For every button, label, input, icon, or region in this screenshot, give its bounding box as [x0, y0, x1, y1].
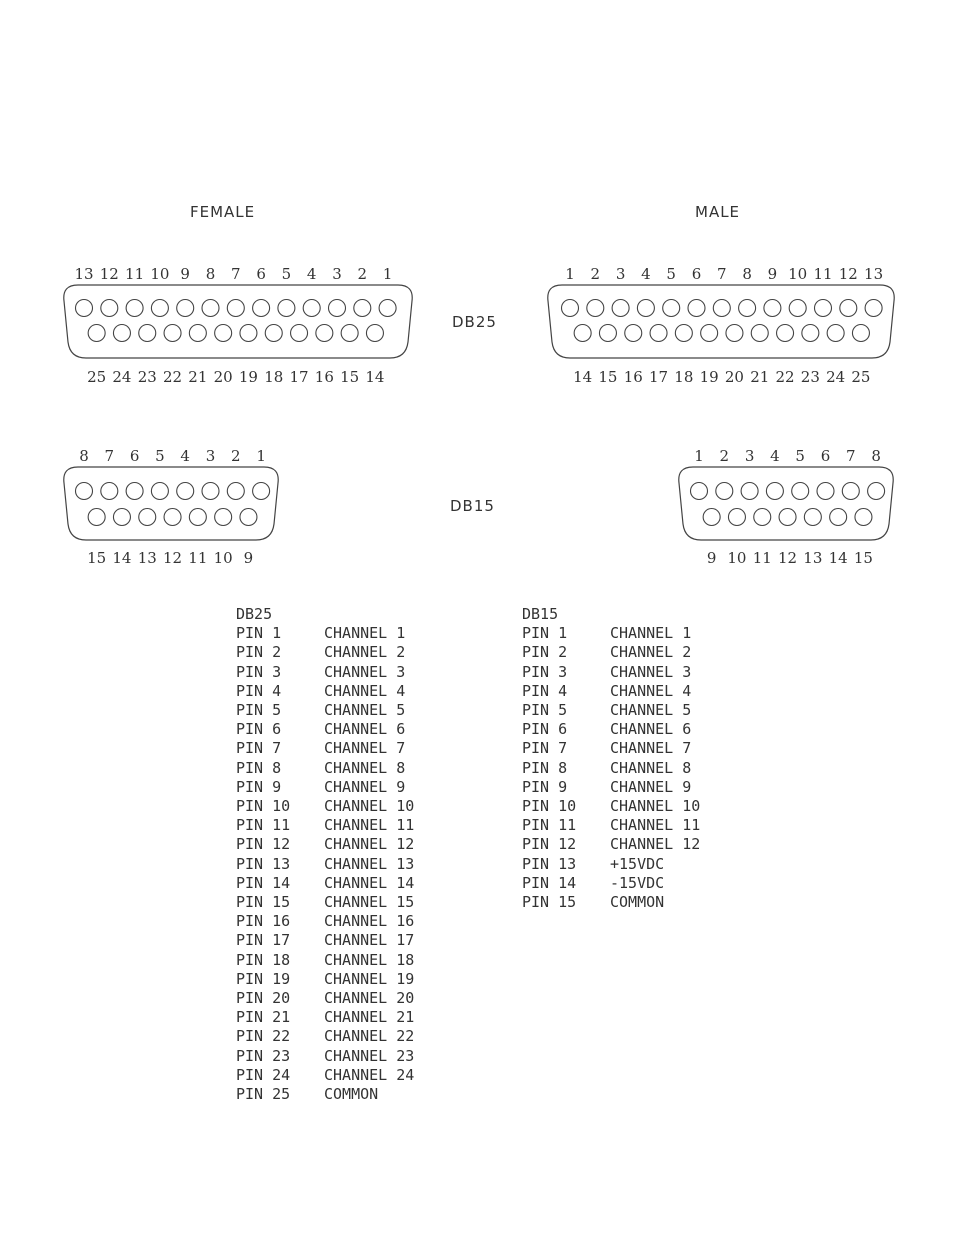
pinout-row: [236, 816, 414, 835]
pin-hole: [777, 325, 794, 342]
pin-number-label: 7: [231, 265, 241, 283]
pin-signal: CHANNEL 6: [610, 720, 692, 739]
pinout-row: [236, 1066, 414, 1085]
pin-hole: [804, 509, 821, 526]
pin-signal: +15VDC: [610, 854, 665, 873]
pin-hole: [726, 325, 743, 342]
pin-hole: [754, 509, 771, 526]
pinout-row: [522, 816, 700, 835]
pinout-row: [522, 663, 700, 682]
pin-hole: [227, 483, 244, 500]
pin-number-label: 24: [112, 368, 132, 386]
pin-number-label: 23: [137, 368, 157, 386]
pin-number-label: 2: [590, 265, 601, 283]
pin-number: PIN 11: [522, 816, 577, 835]
female-label: FEMALE: [190, 203, 256, 221]
pin-number-label: 5: [795, 447, 805, 465]
pinout-row: [236, 778, 414, 797]
pin-hole: [868, 483, 885, 500]
pin-signal: CHANNEL 19: [324, 969, 415, 988]
pin-hole: [164, 325, 181, 342]
pin-number-label: 14: [112, 549, 132, 567]
pin-number-label: 18: [264, 368, 284, 386]
pin-signal: CHANNEL 20: [324, 989, 415, 1008]
pin-hole: [177, 300, 194, 317]
pin-number-label: 9: [243, 549, 254, 567]
pin-number: PIN 18: [236, 950, 291, 969]
pin-number-label: 6: [256, 265, 266, 283]
pin-signal: COMMON: [324, 1085, 379, 1104]
pinout-row: [236, 1008, 414, 1027]
pin-number-label: 3: [332, 265, 342, 283]
pin-number: PIN 3: [522, 662, 568, 681]
pin-hole: [240, 325, 257, 342]
pin-signal: CHANNEL 13: [324, 854, 415, 873]
pin-number: PIN 11: [236, 816, 291, 835]
pinout-row: [236, 682, 414, 701]
pin-number-label: 10: [788, 265, 808, 283]
pin-number-label: 2: [719, 447, 730, 465]
pin-hole: [341, 325, 358, 342]
pinout-row: [236, 1085, 414, 1104]
pin-hole: [215, 325, 232, 342]
pin-number-label: 7: [104, 447, 115, 465]
db25-label: DB25: [452, 313, 497, 331]
pin-hole: [612, 300, 629, 317]
pin-number: PIN 8: [236, 758, 282, 777]
pin-hole: [278, 300, 295, 317]
pinout-row: [236, 1027, 414, 1046]
pin-hole: [675, 325, 692, 342]
pin-hole: [562, 300, 579, 317]
pinout-row: [522, 682, 700, 701]
pinout-row: [522, 720, 700, 739]
pin-hole: [625, 325, 642, 342]
pin-number-label: 6: [691, 265, 702, 283]
pin-number: PIN 14: [236, 873, 291, 892]
pin-number-label: 25: [851, 368, 871, 386]
pin-number: PIN 12: [522, 835, 577, 854]
db25-table-title: DB25: [236, 605, 273, 623]
pin-hole: [379, 300, 396, 317]
pin-number-label: 4: [641, 265, 651, 283]
pinout-row: [522, 739, 700, 758]
pin-hole: [151, 300, 168, 317]
pin-hole: [779, 509, 796, 526]
db15-table-title: DB15: [522, 605, 559, 623]
connector-shell: [548, 285, 894, 358]
pin-number-label: 23: [800, 368, 820, 386]
pin-number-label: 12: [838, 265, 858, 283]
pin-hole: [650, 325, 667, 342]
pin-number-label: 14: [573, 368, 593, 386]
pin-signal: CHANNEL 1: [610, 624, 692, 643]
pin-number-label: 8: [79, 447, 89, 465]
pin-hole: [688, 300, 705, 317]
pin-hole: [728, 509, 745, 526]
pinout-row: [236, 663, 414, 682]
pin-number-label: 15: [598, 368, 618, 386]
pin-signal: CHANNEL 4: [610, 681, 692, 700]
pinout-row: [236, 912, 414, 931]
pin-hole: [739, 300, 756, 317]
pinout-row: [236, 951, 414, 970]
pin-number: PIN 10: [236, 797, 291, 816]
pin-hole: [741, 483, 758, 500]
pin-number: PIN 7: [236, 739, 282, 758]
pinout-row: [236, 739, 414, 758]
pinout-row: [522, 797, 700, 816]
pin-number-label: 13: [864, 265, 884, 283]
pin-number-label: 2: [357, 265, 368, 283]
pinout-row: [236, 835, 414, 854]
pin-number-label: 14: [365, 368, 385, 386]
pin-hole: [574, 325, 591, 342]
pin-number: PIN 14: [522, 873, 577, 892]
pinout-row: [236, 855, 414, 874]
pin-number-label: 1: [382, 265, 393, 283]
pin-number-label: 15: [853, 549, 873, 567]
pin-hole: [663, 300, 680, 317]
connector-shell: [64, 285, 412, 358]
pinout-row: [236, 624, 414, 643]
pin-hole: [329, 300, 346, 317]
pin-number: PIN 9: [522, 777, 568, 796]
db15-pinout-table: [522, 605, 700, 912]
pin-number-label: 17: [649, 368, 669, 386]
pin-number-label: 11: [752, 549, 772, 567]
pinout-row: [236, 797, 414, 816]
pin-number-label: 20: [724, 368, 744, 386]
pin-hole: [265, 325, 282, 342]
pin-signal: CHANNEL 3: [610, 662, 692, 681]
pin-hole: [587, 300, 604, 317]
pin-hole: [151, 483, 168, 500]
pin-hole: [354, 300, 371, 317]
pin-number-label: 5: [281, 265, 292, 283]
pin-number: PIN 22: [236, 1027, 291, 1046]
pinout-row: [522, 624, 700, 643]
pin-signal: CHANNEL 10: [324, 797, 415, 816]
pin-number: PIN 5: [236, 701, 282, 720]
pin-number-label: 16: [623, 368, 643, 386]
pin-number-label: 20: [213, 368, 233, 386]
pin-hole: [253, 483, 270, 500]
pinout-row: [236, 1047, 414, 1066]
pin-hole: [316, 325, 333, 342]
pin-hole: [240, 509, 257, 526]
pin-number-label: 10: [213, 549, 233, 567]
pin-hole: [76, 300, 93, 317]
pin-hole: [703, 509, 720, 526]
pin-signal: CHANNEL 3: [324, 662, 406, 681]
pin-number-label: 13: [803, 549, 823, 567]
pin-number-label: 15: [340, 368, 360, 386]
pin-number-label: 8: [742, 265, 752, 283]
pin-number-label: 16: [314, 368, 334, 386]
pin-hole: [126, 483, 143, 500]
pin-number: PIN 8: [522, 758, 568, 777]
pin-number: PIN 6: [236, 720, 282, 739]
pin-hole: [855, 509, 872, 526]
pin-number-label: 3: [744, 447, 755, 465]
pin-signal: CHANNEL 6: [324, 720, 406, 739]
pin-number-label: 13: [137, 549, 157, 567]
pin-hole: [215, 509, 232, 526]
pinout-row: [236, 989, 414, 1008]
pinout-row: [522, 759, 700, 778]
db25-table-rows: [236, 624, 414, 1104]
pinout-row: [522, 778, 700, 797]
pin-number: PIN 10: [522, 797, 577, 816]
pin-hole: [817, 483, 834, 500]
pin-signal: CHANNEL 9: [610, 777, 692, 796]
pinout-row: [236, 931, 414, 950]
pin-number: PIN 9: [236, 777, 282, 796]
db15-male-connector: [679, 447, 893, 567]
pin-number-label: 14: [828, 549, 848, 567]
pin-number-label: 5: [155, 447, 165, 465]
pin-signal: CHANNEL 17: [324, 931, 415, 950]
pin-hole: [177, 483, 194, 500]
pin-number: PIN 24: [236, 1065, 291, 1084]
pin-signal: CHANNEL 21: [324, 1008, 415, 1027]
pinout-row: [236, 970, 414, 989]
pin-number: PIN 20: [236, 989, 291, 1008]
pin-number: PIN 4: [236, 681, 282, 700]
pin-number: PIN 21: [236, 1008, 291, 1027]
pin-number-label: 19: [238, 368, 258, 386]
pin-hole: [830, 509, 847, 526]
pin-number: PIN 5: [522, 701, 568, 720]
pin-signal: CHANNEL 5: [324, 701, 406, 720]
pin-number-label: 9: [706, 549, 717, 567]
connector-shell: [64, 467, 278, 540]
pin-hole: [164, 509, 181, 526]
pin-hole: [101, 300, 118, 317]
pin-number-label: 7: [717, 265, 727, 283]
pin-hole: [253, 300, 270, 317]
pin-hole: [189, 325, 206, 342]
pin-number: PIN 23: [236, 1046, 291, 1065]
pin-signal: CHANNEL 11: [610, 816, 701, 835]
pin-number-label: 1: [565, 265, 575, 283]
db25-pinout-table: [236, 605, 414, 1104]
pinout-row: [522, 701, 700, 720]
db15-female-connector: [64, 447, 278, 567]
pin-number: PIN 7: [522, 739, 568, 758]
pin-hole: [827, 325, 844, 342]
pin-hole: [792, 483, 809, 500]
pin-signal: CHANNEL 15: [324, 893, 415, 912]
pin-number: PIN 3: [236, 662, 282, 681]
pin-signal: CHANNEL 12: [610, 835, 701, 854]
pin-number: PIN 13: [236, 854, 291, 873]
pin-signal: CHANNEL 2: [610, 643, 692, 662]
pin-signal: CHANNEL 4: [324, 681, 406, 700]
pin-signal: CHANNEL 14: [324, 873, 415, 892]
pin-number-label: 11: [125, 265, 145, 283]
pin-signal: COMMON: [610, 893, 665, 912]
pinout-row: [236, 701, 414, 720]
pin-number-label: 24: [826, 368, 846, 386]
pin-number-label: 19: [699, 368, 719, 386]
pin-number: PIN 2: [522, 643, 568, 662]
pin-number: PIN 13: [522, 854, 577, 873]
pin-hole: [189, 509, 206, 526]
pin-number-label: 10: [150, 265, 170, 283]
pin-hole: [789, 300, 806, 317]
pin-hole: [139, 509, 156, 526]
pinout-row: [522, 855, 700, 874]
pin-number-label: 2: [231, 447, 241, 465]
pinout-row: [522, 893, 700, 912]
pin-number: PIN 15: [522, 893, 577, 912]
pin-hole: [764, 300, 781, 317]
pin-hole: [113, 509, 130, 526]
pin-number: PIN 16: [236, 912, 291, 931]
pinout-row: [236, 759, 414, 778]
pin-signal: CHANNEL 12: [324, 835, 415, 854]
male-label: MALE: [695, 203, 741, 221]
pin-hole: [202, 300, 219, 317]
pin-number-label: 6: [129, 447, 140, 465]
pin-number-label: 21: [750, 368, 770, 386]
pin-hole: [88, 325, 105, 342]
pin-hole: [113, 325, 130, 342]
pin-number-label: 12: [99, 265, 119, 283]
pin-number-label: 6: [820, 447, 831, 465]
pin-number-label: 8: [205, 265, 216, 283]
pin-signal: CHANNEL 7: [610, 739, 692, 758]
pin-number: PIN 2: [236, 643, 282, 662]
pin-signal: -15VDC: [610, 873, 665, 892]
pin-hole: [716, 483, 733, 500]
pin-signal: CHANNEL 8: [610, 758, 692, 777]
pinout-row: [236, 893, 414, 912]
pin-number-label: 4: [180, 447, 190, 465]
pin-hole: [766, 483, 783, 500]
pin-hole: [76, 483, 93, 500]
pin-number-label: 21: [188, 368, 208, 386]
pin-hole: [840, 300, 857, 317]
pin-hole: [815, 300, 832, 317]
pin-number-label: 5: [666, 265, 676, 283]
pin-hole: [713, 300, 730, 317]
pin-hole: [101, 483, 118, 500]
pin-signal: CHANNEL 8: [324, 758, 406, 777]
pin-number-label: 1: [256, 447, 266, 465]
pin-number: PIN 6: [522, 720, 568, 739]
pin-signal: CHANNEL 22: [324, 1027, 415, 1046]
pin-signal: CHANNEL 11: [324, 816, 415, 835]
pin-number-label: 12: [778, 549, 798, 567]
pin-hole: [751, 325, 768, 342]
pin-number-label: 25: [87, 368, 107, 386]
pin-number-label: 22: [775, 368, 795, 386]
pin-signal: CHANNEL 23: [324, 1046, 415, 1065]
pin-hole: [303, 300, 320, 317]
connector-shell: [679, 467, 893, 540]
pin-hole: [126, 300, 143, 317]
pin-signal: CHANNEL 18: [324, 950, 415, 969]
pin-hole: [139, 325, 156, 342]
pin-hole: [865, 300, 882, 317]
pin-signal: CHANNEL 5: [610, 701, 692, 720]
pin-signal: CHANNEL 10: [610, 797, 701, 816]
pin-number-label: 15: [87, 549, 107, 567]
pin-signal: CHANNEL 24: [324, 1065, 415, 1084]
pin-number: PIN 25: [236, 1085, 291, 1104]
pin-number-label: 13: [74, 265, 94, 283]
pin-number: PIN 4: [522, 681, 568, 700]
db15-table-rows: [522, 624, 700, 912]
pin-number-label: 1: [694, 447, 704, 465]
pin-number-label: 12: [163, 549, 183, 567]
pin-number-label: 3: [205, 447, 216, 465]
pin-number-label: 4: [770, 447, 780, 465]
pin-hole: [701, 325, 718, 342]
pin-number: PIN 1: [236, 624, 282, 643]
pin-number-label: 9: [767, 265, 778, 283]
pinout-row: [236, 643, 414, 662]
pin-number: PIN 15: [236, 893, 291, 912]
pinout-row: [236, 874, 414, 893]
pin-number-label: 4: [306, 265, 317, 283]
pin-number-label: 10: [727, 549, 747, 567]
pin-hole: [366, 325, 383, 342]
pin-signal: CHANNEL 7: [324, 739, 406, 758]
pin-hole: [852, 325, 869, 342]
pin-number-label: 9: [180, 265, 190, 283]
pinout-row: [522, 835, 700, 854]
pin-signal: CHANNEL 2: [324, 643, 406, 662]
pin-signal: CHANNEL 16: [324, 912, 415, 931]
pin-number-label: 3: [615, 265, 626, 283]
pin-hole: [802, 325, 819, 342]
pinout-row: [522, 874, 700, 893]
pin-hole: [842, 483, 859, 500]
pin-hole: [599, 325, 616, 342]
pin-hole: [691, 483, 708, 500]
pinout-row: [522, 643, 700, 662]
pin-signal: CHANNEL 9: [324, 777, 406, 796]
db15-label: DB15: [450, 497, 495, 515]
pin-number: PIN 17: [236, 931, 291, 950]
pin-number: PIN 1: [522, 624, 568, 643]
pin-signal: CHANNEL 1: [324, 624, 406, 643]
pin-hole: [291, 325, 308, 342]
pin-number-label: 11: [813, 265, 833, 283]
pin-hole: [227, 300, 244, 317]
pin-number-label: 8: [871, 447, 881, 465]
pin-number: PIN 19: [236, 969, 291, 988]
pinout-row: [236, 720, 414, 739]
pin-number-label: 18: [674, 368, 694, 386]
pin-hole: [202, 483, 219, 500]
pin-number-label: 11: [188, 549, 208, 567]
pin-number: PIN 12: [236, 835, 291, 854]
db25-female-connector: [64, 265, 412, 386]
pin-hole: [88, 509, 105, 526]
pin-number-label: 7: [846, 447, 856, 465]
db25-male-connector: [548, 265, 894, 386]
pin-hole: [637, 300, 654, 317]
pin-number-label: 22: [163, 368, 183, 386]
pin-number-label: 17: [289, 368, 309, 386]
